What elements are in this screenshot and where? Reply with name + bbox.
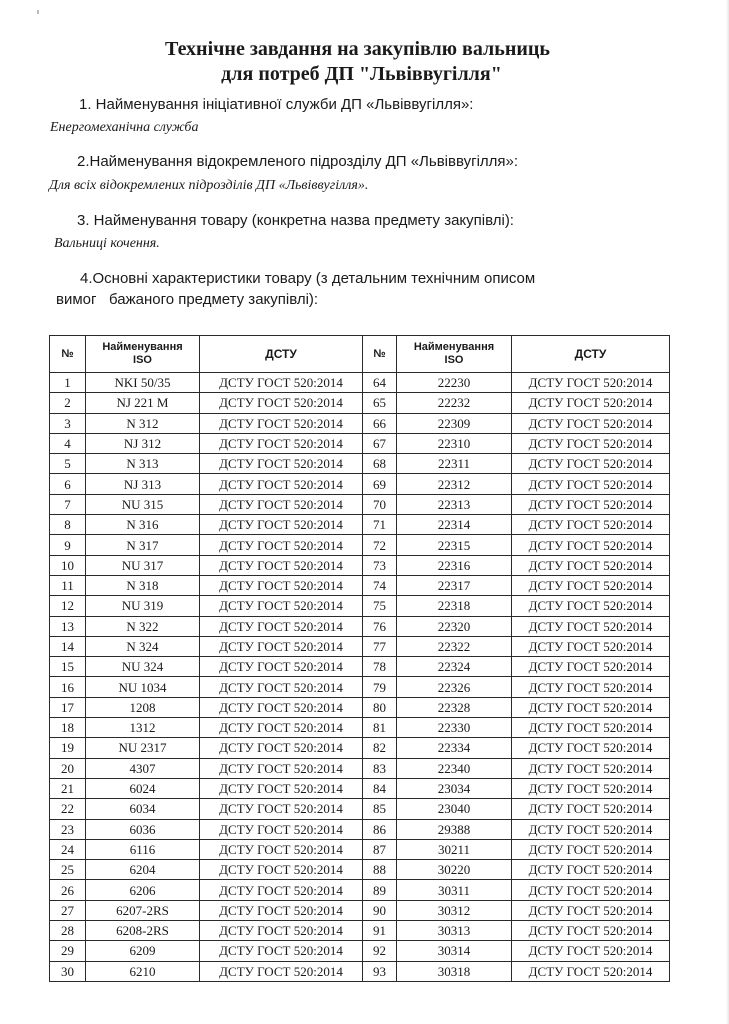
cell-num: 19 [50, 738, 86, 758]
section2-value: Для всіх відокремлених підрозділів ДП «Львіввугілля». [49, 178, 369, 193]
cell-dstu: ДСТУ ГОСТ 520:2014 [200, 454, 363, 474]
cell-dstu: ДСТУ ГОСТ 520:2014 [200, 636, 363, 656]
cell-iso: 6024 [86, 778, 200, 798]
cell-num-2: 80 [363, 697, 397, 717]
cell-num: 26 [50, 880, 86, 900]
table-row [50, 718, 670, 738]
cell-dstu-2: ДСТУ ГОСТ 520:2014 [512, 515, 670, 535]
cell-num-2: 67 [363, 433, 397, 453]
cell-num-2: 77 [363, 636, 397, 656]
cell-dstu-2: ДСТУ ГОСТ 520:2014 [512, 778, 670, 798]
cell-dstu: ДСТУ ГОСТ 520:2014 [200, 860, 363, 880]
cell-iso: N 324 [86, 636, 200, 656]
cell-dstu: ДСТУ ГОСТ 520:2014 [200, 657, 363, 677]
cell-iso: 6034 [86, 799, 200, 819]
cell-iso-2: 22320 [397, 616, 512, 636]
cell-num-2: 68 [363, 454, 397, 474]
table-row [50, 961, 670, 981]
cell-dstu-2: ДСТУ ГОСТ 520:2014 [512, 860, 670, 880]
cell-dstu: ДСТУ ГОСТ 520:2014 [200, 596, 363, 616]
table-row [50, 474, 670, 494]
table-row [50, 373, 670, 393]
cell-dstu-2: ДСТУ ГОСТ 520:2014 [512, 961, 670, 981]
cell-iso-2: 30211 [397, 839, 512, 859]
cell-iso-2: 30313 [397, 921, 512, 941]
cell-num-2: 83 [363, 758, 397, 778]
cell-num: 4 [50, 433, 86, 453]
cell-dstu-2: ДСТУ ГОСТ 520:2014 [512, 555, 670, 575]
table-row [50, 880, 670, 900]
cell-iso: N 317 [86, 535, 200, 555]
cell-dstu-2: ДСТУ ГОСТ 520:2014 [512, 941, 670, 961]
cell-num: 10 [50, 555, 86, 575]
cell-iso: NU 317 [86, 555, 200, 575]
cell-num-2: 91 [363, 921, 397, 941]
cell-iso: 1312 [86, 718, 200, 738]
cell-dstu: ДСТУ ГОСТ 520:2014 [200, 758, 363, 778]
cell-dstu-2: ДСТУ ГОСТ 520:2014 [512, 636, 670, 656]
cell-num: 8 [50, 515, 86, 535]
cell-iso-2: 22232 [397, 393, 512, 413]
table-row [50, 433, 670, 453]
cell-num: 17 [50, 697, 86, 717]
cell-dstu: ДСТУ ГОСТ 520:2014 [200, 819, 363, 839]
cell-iso-2: 30312 [397, 900, 512, 920]
cell-num-2: 88 [363, 860, 397, 880]
table-row [50, 697, 670, 717]
cell-iso-2: 22340 [397, 758, 512, 778]
cell-num-2: 75 [363, 596, 397, 616]
cell-iso: 4307 [86, 758, 200, 778]
cell-num: 23 [50, 819, 86, 839]
document-title-line2: для потреб ДП "Львіввугілля" [221, 63, 502, 85]
cell-dstu-2: ДСТУ ГОСТ 520:2014 [512, 738, 670, 758]
cell-iso-2: 22322 [397, 636, 512, 656]
cell-dstu-2: ДСТУ ГОСТ 520:2014 [512, 393, 670, 413]
table-row [50, 413, 670, 433]
cell-dstu-2: ДСТУ ГОСТ 520:2014 [512, 454, 670, 474]
section1-label: 1. Найменування ініціативної служби ДП «Львіввугілля»: [79, 96, 474, 113]
cell-num-2: 73 [363, 555, 397, 575]
table-row [50, 636, 670, 656]
cell-iso: NKI 50/35 [86, 373, 200, 393]
cell-dstu: ДСТУ ГОСТ 520:2014 [200, 880, 363, 900]
cell-iso-2: 22313 [397, 494, 512, 514]
cell-num-2: 74 [363, 575, 397, 595]
table-row [50, 738, 670, 758]
section3-label: 3. Найменування товару (конкретна назва предмету закупівлі): [77, 212, 514, 229]
cell-iso-2: 22334 [397, 738, 512, 758]
cell-num: 1 [50, 373, 86, 393]
table-row [50, 921, 670, 941]
cell-dstu: ДСТУ ГОСТ 520:2014 [200, 413, 363, 433]
cell-dstu: ДСТУ ГОСТ 520:2014 [200, 778, 363, 798]
cell-num-2: 84 [363, 778, 397, 798]
cell-dstu: ДСТУ ГОСТ 520:2014 [200, 575, 363, 595]
table-row [50, 616, 670, 636]
cell-dstu-2: ДСТУ ГОСТ 520:2014 [512, 718, 670, 738]
cell-dstu: ДСТУ ГОСТ 520:2014 [200, 393, 363, 413]
cell-iso-2: 22314 [397, 515, 512, 535]
cell-dstu-2: ДСТУ ГОСТ 520:2014 [512, 677, 670, 697]
cell-dstu-2: ДСТУ ГОСТ 520:2014 [512, 697, 670, 717]
table-row [50, 677, 670, 697]
document-title-line1: Технічне завдання на закупівлю вальниць [165, 38, 550, 60]
cell-dstu: ДСТУ ГОСТ 520:2014 [200, 941, 363, 961]
bearings-table [49, 335, 670, 982]
table-row [50, 393, 670, 413]
cell-dstu-2: ДСТУ ГОСТ 520:2014 [512, 413, 670, 433]
cell-num: 2 [50, 393, 86, 413]
cell-num-2: 78 [363, 657, 397, 677]
cell-dstu: ДСТУ ГОСТ 520:2014 [200, 839, 363, 859]
cell-num: 24 [50, 839, 86, 859]
cell-iso-2: 22330 [397, 718, 512, 738]
section1-value: Енергомеханічна служба [50, 120, 199, 135]
cell-num: 5 [50, 454, 86, 474]
section4-label-line2: вимог бажаного предмету закупівлі): [56, 291, 319, 308]
cell-iso-2: 22309 [397, 413, 512, 433]
cell-iso: 1208 [86, 697, 200, 717]
table-row [50, 454, 670, 474]
cell-dstu: ДСТУ ГОСТ 520:2014 [200, 799, 363, 819]
cell-num: 7 [50, 494, 86, 514]
cell-iso: 6209 [86, 941, 200, 961]
cell-iso-2: 22315 [397, 535, 512, 555]
cell-iso: NJ 221 M [86, 393, 200, 413]
cell-iso-2: 22311 [397, 454, 512, 474]
table-row [50, 778, 670, 798]
cell-dstu-2: ДСТУ ГОСТ 520:2014 [512, 433, 670, 453]
cell-num: 9 [50, 535, 86, 555]
cell-num-2: 92 [363, 941, 397, 961]
table-row [50, 535, 670, 555]
cell-iso: 6208-2RS [86, 921, 200, 941]
header-iso2-line2: ISO [444, 354, 464, 366]
cell-iso-2: 22312 [397, 474, 512, 494]
table-row [50, 657, 670, 677]
cell-num: 6 [50, 474, 86, 494]
cell-dstu-2: ДСТУ ГОСТ 520:2014 [512, 921, 670, 941]
cell-dstu-2: ДСТУ ГОСТ 520:2014 [512, 616, 670, 636]
cell-dstu-2: ДСТУ ГОСТ 520:2014 [512, 474, 670, 494]
header-iso-2 [397, 336, 512, 373]
cell-num-2: 90 [363, 900, 397, 920]
cell-num: 20 [50, 758, 86, 778]
cell-iso: N 313 [86, 454, 200, 474]
cell-iso: 6207-2RS [86, 900, 200, 920]
cell-dstu-2: ДСТУ ГОСТ 520:2014 [512, 799, 670, 819]
cell-iso-2: 22326 [397, 677, 512, 697]
section2-label: 2.Найменування відокремленого підрозділу ДП «Львіввугілля»: [77, 153, 519, 170]
cell-num: 28 [50, 921, 86, 941]
cell-iso-2: 22316 [397, 555, 512, 575]
table-row [50, 494, 670, 514]
table-row [50, 575, 670, 595]
cell-dstu-2: ДСТУ ГОСТ 520:2014 [512, 839, 670, 859]
table-row [50, 941, 670, 961]
cell-iso: NU 1034 [86, 677, 200, 697]
cell-iso-2: 30311 [397, 880, 512, 900]
cell-num: 3 [50, 413, 86, 433]
cell-dstu: ДСТУ ГОСТ 520:2014 [200, 494, 363, 514]
cell-dstu-2: ДСТУ ГОСТ 520:2014 [512, 373, 670, 393]
cell-iso: 6116 [86, 839, 200, 859]
cell-num-2: 64 [363, 373, 397, 393]
cell-iso-2: 22230 [397, 373, 512, 393]
cell-iso-2: 22324 [397, 657, 512, 677]
table-row [50, 555, 670, 575]
cell-num-2: 79 [363, 677, 397, 697]
cell-dstu: ДСТУ ГОСТ 520:2014 [200, 738, 363, 758]
cell-dstu-2: ДСТУ ГОСТ 520:2014 [512, 657, 670, 677]
header-dstu: ДСТУ [200, 336, 363, 373]
cell-iso: NU 315 [86, 494, 200, 514]
cell-num: 21 [50, 778, 86, 798]
cell-num-2: 85 [363, 799, 397, 819]
cell-num-2: 87 [363, 839, 397, 859]
cell-dstu: ДСТУ ГОСТ 520:2014 [200, 515, 363, 535]
cell-num-2: 70 [363, 494, 397, 514]
cell-dstu: ДСТУ ГОСТ 520:2014 [200, 961, 363, 981]
cell-dstu: ДСТУ ГОСТ 520:2014 [200, 373, 363, 393]
table-row [50, 596, 670, 616]
cell-iso: NJ 313 [86, 474, 200, 494]
cell-iso: N 322 [86, 616, 200, 636]
cell-num-2: 71 [363, 515, 397, 535]
cell-iso: 6204 [86, 860, 200, 880]
cell-dstu-2: ДСТУ ГОСТ 520:2014 [512, 880, 670, 900]
cell-dstu: ДСТУ ГОСТ 520:2014 [200, 697, 363, 717]
cell-dstu: ДСТУ ГОСТ 520:2014 [200, 718, 363, 738]
cell-iso: 6206 [86, 880, 200, 900]
cell-num: 22 [50, 799, 86, 819]
cell-dstu: ДСТУ ГОСТ 520:2014 [200, 433, 363, 453]
cell-iso: NU 319 [86, 596, 200, 616]
table-row [50, 819, 670, 839]
cell-num-2: 65 [363, 393, 397, 413]
cell-num: 25 [50, 860, 86, 880]
cell-num-2: 82 [363, 738, 397, 758]
header-num-2: № [363, 336, 397, 373]
table-header-row [50, 336, 670, 373]
cell-dstu: ДСТУ ГОСТ 520:2014 [200, 677, 363, 697]
cell-iso-2: 23040 [397, 799, 512, 819]
table-row [50, 799, 670, 819]
cell-num: 27 [50, 900, 86, 920]
header-iso-line2: ISO [133, 354, 152, 366]
cell-num: 12 [50, 596, 86, 616]
cell-iso-2: 30318 [397, 961, 512, 981]
cell-iso-2: 30314 [397, 941, 512, 961]
cell-dstu-2: ДСТУ ГОСТ 520:2014 [512, 494, 670, 514]
header-num: № [50, 336, 86, 373]
table-row [50, 758, 670, 778]
cell-iso: NJ 312 [86, 433, 200, 453]
section4-label-line1: 4.Основні характеристики товару (з детальним технічним описом [80, 270, 536, 287]
table-body [50, 373, 670, 982]
header-iso [86, 336, 200, 373]
cell-iso: 6210 [86, 961, 200, 981]
header-dstu-2: ДСТУ [512, 336, 670, 373]
cell-dstu-2: ДСТУ ГОСТ 520:2014 [512, 900, 670, 920]
header-iso2-line1: Найменування [413, 341, 495, 353]
cell-dstu-2: ДСТУ ГОСТ 520:2014 [512, 819, 670, 839]
cell-dstu: ДСТУ ГОСТ 520:2014 [200, 474, 363, 494]
cell-iso-2: 30220 [397, 860, 512, 880]
cell-dstu: ДСТУ ГОСТ 520:2014 [200, 555, 363, 575]
cell-iso-2: 29388 [397, 819, 512, 839]
cell-iso: N 316 [86, 515, 200, 535]
table-row [50, 839, 670, 859]
cell-iso: 6036 [86, 819, 200, 839]
header-iso-line1: Найменування [102, 341, 183, 353]
cell-iso-2: 22310 [397, 433, 512, 453]
cell-dstu-2: ДСТУ ГОСТ 520:2014 [512, 575, 670, 595]
cell-dstu: ДСТУ ГОСТ 520:2014 [200, 921, 363, 941]
cell-dstu: ДСТУ ГОСТ 520:2014 [200, 616, 363, 636]
cell-iso: NU 2317 [86, 738, 200, 758]
cell-num: 16 [50, 677, 86, 697]
cell-num-2: 86 [363, 819, 397, 839]
cell-dstu-2: ДСТУ ГОСТ 520:2014 [512, 758, 670, 778]
cell-dstu: ДСТУ ГОСТ 520:2014 [200, 535, 363, 555]
cell-num-2: 81 [363, 718, 397, 738]
cell-num-2: 93 [363, 961, 397, 981]
cell-num: 13 [50, 616, 86, 636]
cell-iso-2: 22328 [397, 697, 512, 717]
cell-num: 30 [50, 961, 86, 981]
cell-num: 18 [50, 718, 86, 738]
cell-num: 29 [50, 941, 86, 961]
cell-dstu-2: ДСТУ ГОСТ 520:2014 [512, 535, 670, 555]
cell-iso-2: 22318 [397, 596, 512, 616]
cell-dstu: ДСТУ ГОСТ 520:2014 [200, 900, 363, 920]
cell-iso: N 312 [86, 413, 200, 433]
scan-speck [37, 10, 39, 14]
cell-num-2: 69 [363, 474, 397, 494]
section3-value: Вальниці кочення. [54, 236, 160, 251]
cell-num-2: 66 [363, 413, 397, 433]
cell-num: 11 [50, 575, 86, 595]
cell-iso: NU 324 [86, 657, 200, 677]
cell-iso-2: 22317 [397, 575, 512, 595]
cell-num-2: 72 [363, 535, 397, 555]
cell-num: 15 [50, 657, 86, 677]
cell-num-2: 76 [363, 616, 397, 636]
cell-dstu-2: ДСТУ ГОСТ 520:2014 [512, 596, 670, 616]
table-row [50, 515, 670, 535]
table-row [50, 900, 670, 920]
cell-num-2: 89 [363, 880, 397, 900]
cell-num: 14 [50, 636, 86, 656]
table-row [50, 860, 670, 880]
cell-iso: N 318 [86, 575, 200, 595]
cell-iso-2: 23034 [397, 778, 512, 798]
